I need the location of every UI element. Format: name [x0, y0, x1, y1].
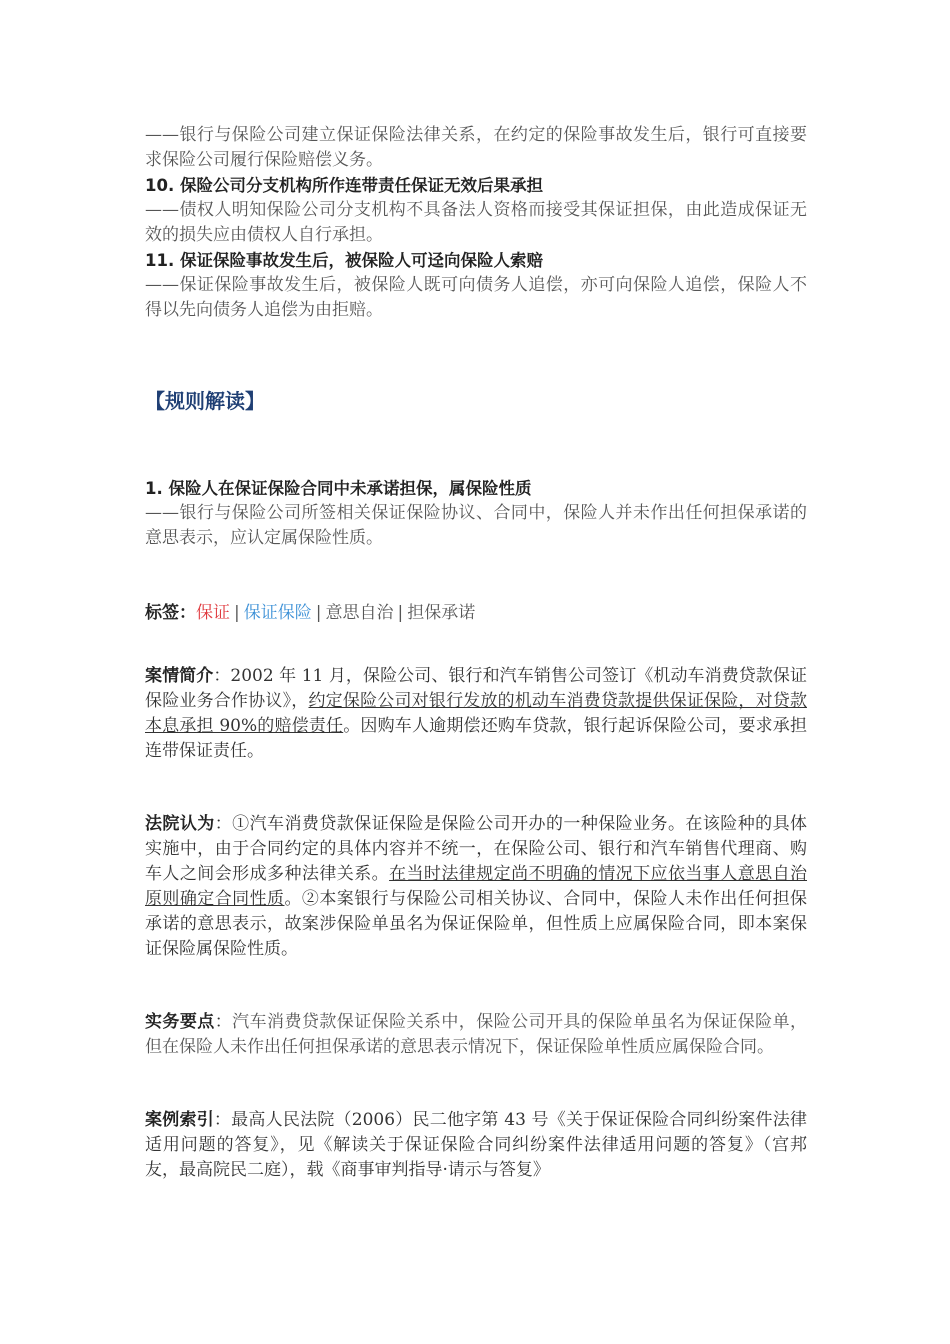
case-index-paragraph: [145, 1108, 807, 1183]
intro-paragraph-9: ——银行与保险公司建立保证保险法律关系，在约定的保险事故发生后，银行可直接要求保险公司履行保险赔偿义务。: [145, 125, 807, 170]
court-opinion-paragraph: [145, 812, 807, 962]
case-summary-text-end: 。因购车人逾期偿还购车贷款，银行起诉保险公司，要求承担连带保证责任。: [145, 716, 807, 761]
case-summary-paragraph: [145, 664, 807, 764]
court-opinion-label: 法院认为: [145, 814, 215, 834]
court-opinion-text: ①汽车消费贷款保证保险是保险公司开办的一种保险业务。在该险种的具体实施中，由于合同约定的具体内容并不统一，在保险公司、银行和汽车销售代理商、购车人之间会形成多种法律关系。: [145, 814, 808, 884]
rule-heading-11: 11. 保证保险事故发生后，被保险人可迳向保险人索赔: [145, 251, 543, 270]
practice-points-text: 汽车消费贷款保证保险关系中，保险公司开具的保险单虽名为保证保险单，但在保险人未作出任何担保承诺的意思表示情况下，保证保险单性质应属保险合同。: [145, 1012, 808, 1057]
tag-item[interactable]: 担保承诺: [407, 603, 476, 623]
court-opinion-underlined: 在当时法律规定尚不明确的情况下应依当事人意思自治原则确定合同性质: [145, 864, 808, 909]
document-page: [145, 123, 807, 1183]
tag-separator: |: [315, 603, 322, 623]
tags-line: [145, 601, 807, 626]
case-index-text: 最高人民法院（2006）民二他字第 43 号《关于保证保险合同纠纷案件法律适用问题的答复》，见《解读关于保证保险合同纠纷案件法律适用问题的答复》（宫邦友，最高院民二庭），载《商事审判指导·请示与答复》: [145, 1110, 808, 1180]
tag-item[interactable]: 保证保险: [243, 603, 312, 623]
tag-item[interactable]: 保证: [196, 603, 230, 623]
tag-separator: |: [397, 603, 404, 623]
colon: ：: [214, 1012, 233, 1032]
practice-points-paragraph: [145, 1010, 807, 1060]
rule-text-1: ——银行与保险公司所签相关保证保险协议、合同中，保险人并未作出任何担保承诺的意思表示，应认定属保险性质。: [145, 503, 807, 548]
case-summary-text: 2002 年 11 月，保险公司、银行和汽车销售公司签订《机动车消费贷款保证保险业务合作协议》，: [145, 666, 808, 711]
court-opinion-text-end: 。②本案银行与保险公司相关协议、合同中，保险人未作出任何担保承诺的意思表示，故案涉保险单虽名为保证保险单，但性质上应属保险合同，即本案保证保险属保险性质。: [145, 889, 808, 959]
rule-text-10: ——债权人明知保险公司分支机构不具备法人资格而接受其保证担保，由此造成保证无效的损失应由债权人自行承担。: [145, 200, 807, 245]
case-summary-underlined: 约定保险公司对银行发放的机动车消费贷款提供保证保险，对贷款本息承担 90%的赔偿责任: [145, 691, 808, 736]
colon: ：: [213, 1110, 232, 1130]
practice-points-label: 实务要点: [145, 1012, 215, 1032]
tag-item[interactable]: 意思自治: [325, 603, 394, 623]
section-title: 【规则解读】: [145, 389, 265, 413]
colon: ：: [213, 666, 231, 686]
rule-heading-10: 10. 保险公司分支机构所作连带责任保证无效后果承担: [145, 176, 543, 195]
case-summary-label: 案情简介: [145, 666, 214, 686]
rule-text-11: ——保证保险事故发生后，被保险人既可向债务人追偿，亦可向保险人追偿，保险人不得以先向债务人追偿为由拒赔。: [145, 275, 807, 320]
tags-label: 标签：: [145, 603, 196, 623]
colon: ：: [214, 814, 233, 834]
rule-heading-1: 1. 保险人在保证保险合同中未承诺担保，属保险性质: [145, 479, 532, 498]
case-index-label: 案例索引: [145, 1110, 214, 1130]
tag-separator: |: [234, 603, 240, 623]
